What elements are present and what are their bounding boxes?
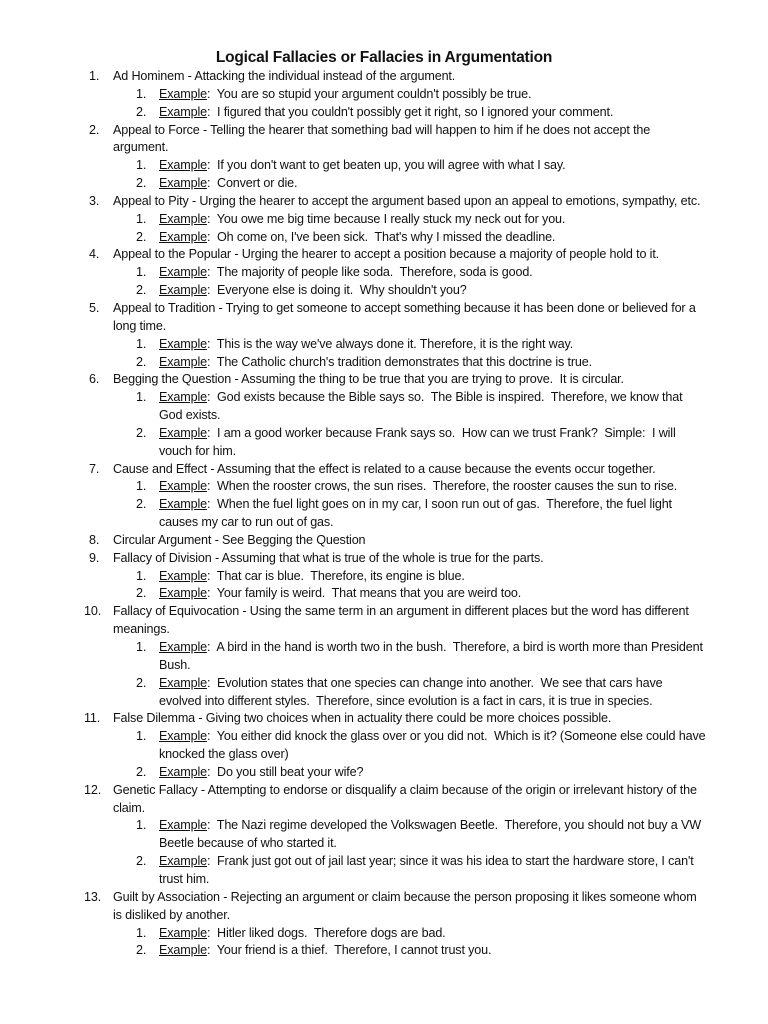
fallacy-description: Fallacy of Equivocation - Using the same term in an argument in different places but the word has different meanings.: [113, 604, 689, 637]
example-label: Example: [159, 586, 207, 601]
fallacy-number: 3.: [89, 193, 100, 208]
example-item: 1. Example: The majority of people like soda. Therefore, soda is good.: [0, 264, 768, 282]
example-text: This is the way we've always done it. Therefore, it is the right way.: [216, 336, 574, 351]
fallacy-item: [0, 550, 768, 568]
fallacy-description: Cause and Effect - Assuming that the effect is related to a cause because the events occur together.: [113, 461, 656, 476]
example-label: Example: [159, 283, 207, 298]
example-text: God exists because the Bible says so. The Bible is inspired. Therefore, we know that God exists.: [159, 390, 683, 423]
fallacy-description: Fallacy of Division - Assuming that what is true of the whole is true for the parts.: [113, 550, 544, 565]
fallacy-number: 6.: [89, 372, 100, 387]
example-text: Convert or die.: [217, 176, 298, 191]
example-label: Example: [159, 497, 207, 512]
fallacy-item: [0, 603, 768, 639]
example-number: 2.: [136, 943, 147, 958]
example-item: 2. Example: Your family is weird. That means that you are weird too.: [0, 585, 768, 603]
example-number: 1.: [136, 925, 147, 940]
example-item: 1. Example: This is the way we've always done it. Therefore, it is the right way.: [0, 336, 768, 354]
example-label: Example: [159, 229, 207, 244]
example-number: 2.: [136, 354, 147, 369]
example-item: 1. Example: Hitler liked dogs. Therefore dogs are bad.: [0, 925, 768, 943]
fallacy-number: 5.: [89, 300, 100, 315]
example-label: Example: [159, 729, 207, 744]
example-label: Example: [159, 86, 207, 101]
example-text: That car is blue. Therefore, its engine is blue.: [216, 568, 465, 583]
fallacy-description: Ad Hominem - Attacking the individual instead of the argument.: [113, 69, 456, 83]
example-text: Your friend is a thief. Therefore, I cannot trust you.: [216, 943, 492, 958]
fallacy-number: 4.: [89, 247, 100, 262]
example-number: 2.: [136, 854, 147, 869]
example-number: 1.: [136, 729, 147, 744]
fallacy-item: [0, 122, 768, 158]
example-item: 2. Example: The Catholic church's tradition demonstrates that this doctrine is true.: [0, 354, 768, 372]
example-item: 1. Example: When the rooster crows, the sun rises. Therefore, the rooster causes the sun to rise.: [0, 478, 768, 496]
fallacy-description: Begging the Question - Assuming the thing to be true that you are trying to prove. It is circular.: [113, 372, 624, 387]
example-label: Example: [159, 425, 207, 440]
example-text: The Nazi regime developed the Volkswagen Beetle. Therefore, you should not buy a VW Beetle because of who started it.: [159, 818, 701, 851]
example-text: Hitler liked dogs. Therefore dogs are bad.: [217, 925, 446, 940]
example-item: 2. Example: Your friend is a thief. Therefore, I cannot trust you.: [0, 942, 768, 960]
example-label: Example: [159, 764, 207, 779]
fallacy-item: [0, 193, 768, 211]
example-label: Example: [159, 211, 207, 226]
example-item: 2. Example: When the fuel light goes on in my car, I soon run out of gas. Therefore, the fuel light causes my car to run out of gas.: [136, 497, 672, 530]
fallacy-list: [0, 68, 768, 960]
example-number: 1.: [136, 265, 147, 280]
example-item: 1. Example: God exists because the Bible says so. The Bible is inspired. Therefore, we know that God exists.: [136, 390, 683, 423]
fallacy-item: [0, 532, 768, 550]
example-label: Example: [159, 336, 207, 351]
example-number: 1.: [136, 818, 147, 833]
example-text: If you don't want to get beaten up, you will agree with what I say.: [217, 158, 566, 173]
example-item: 1. Example: You are so stupid your argument couldn't possibly be true.: [0, 86, 768, 104]
example-label: Example: [159, 354, 207, 369]
example-number: 1.: [136, 479, 147, 494]
example-text: You either did knock the glass over or you did not. Which is it? (Someone else could have knocked the glass over): [159, 729, 706, 762]
example-item: 2. Example: Do you still beat your wife?: [0, 764, 768, 782]
example-label: Example: [159, 943, 207, 958]
example-number: 2.: [136, 176, 147, 191]
example-text: Oh come on, I've been sick. That's why I missed the deadline.: [217, 229, 556, 244]
example-label: Example: [159, 925, 207, 940]
example-text: Evolution states that one species can change into another. We see that cars have evolved into different styles. Therefore, since evolution is a fact in cars, it is true in species.: [159, 675, 663, 708]
fallacy-number: 7.: [89, 461, 100, 476]
fallacy-item: [0, 710, 768, 728]
fallacy-description: Circular Argument - See Begging the Question: [113, 532, 366, 547]
example-number: 2.: [136, 497, 147, 512]
page-title: Logical Fallacies or Fallacies in Argumentation: [215, 49, 553, 66]
example-number: 2.: [136, 586, 147, 601]
fallacy-item: [0, 782, 768, 818]
fallacy-description: Genetic Fallacy - Attempting to endorse or disqualify a claim because of the origin or irrelevant history of the claim.: [113, 782, 697, 815]
fallacy-number: 2.: [89, 122, 100, 137]
example-item: 2. Example: I am a good worker because Frank says so. How can we trust Frank? Simple: I will vouch for him.: [136, 425, 676, 458]
example-item: 2. Example: Convert or die.: [0, 175, 768, 193]
example-label: Example: [159, 158, 207, 173]
example-item: 2. Example: I figured that you couldn't possibly get it right, so I ignored your comment.: [0, 104, 768, 122]
example-number: 1.: [136, 211, 147, 226]
example-label: Example: [159, 818, 207, 833]
example-text: I figured that you couldn't possibly get it right, so I ignored your comment.: [217, 104, 614, 119]
example-label: Example: [159, 640, 207, 654]
example-text: You are so stupid your argument couldn't possibly be true.: [216, 86, 532, 101]
example-text: You owe me big time because I really stuck my neck out for you.: [216, 211, 566, 226]
example-label: Example: [159, 265, 207, 280]
example-text: The Catholic church's tradition demonstrates that this doctrine is true.: [216, 354, 592, 369]
fallacy-item: [0, 461, 768, 479]
fallacy-number: 1.: [89, 69, 100, 83]
example-label: Example: [159, 479, 207, 494]
example-label: Example: [159, 675, 207, 690]
example-text: A bird in the hand is worth two in the bush. Therefore, a bird is worth more than President Bush.: [159, 640, 703, 672]
example-label: Example: [159, 176, 207, 191]
example-text: Frank just got out of jail last year; since it was his idea to start the hardware store, I can't trust him.: [159, 854, 694, 886]
example-text: Your family is weird. That means that you are weird too.: [216, 586, 522, 601]
example-number: 1.: [136, 158, 147, 173]
example-item: 2. Example: Evolution states that one species can change into another. We see that cars have evolved into different styles. Therefore, since evolution is a fact in cars, it is true in species.: [136, 675, 663, 708]
fallacy-number: 10.: [84, 604, 102, 619]
fallacy-number: 8.: [89, 532, 100, 547]
example-item: 1. Example: That car is blue. Therefore, its engine is blue.: [0, 568, 768, 586]
example-item: 1. Example: You either did knock the glass over or you did not. Which is it? (Someone else could have knocked the glass over): [136, 729, 706, 762]
example-item: 1. Example: You owe me big time because I really stuck my neck out for you.: [0, 211, 768, 229]
fallacy-item: [0, 246, 768, 264]
example-item: 1. Example: The Nazi regime developed the Volkswagen Beetle. Therefore, you should not buy a VW Beetle because of who started it.: [136, 818, 701, 851]
example-label: Example: [159, 568, 207, 583]
fallacy-item: [0, 300, 768, 336]
example-text: I am a good worker because Frank says so. How can we trust Frank? Simple: I will vouch for him.: [159, 425, 676, 458]
example-item: 2. Example: Everyone else is doing it. Why shouldn't you?: [0, 282, 768, 300]
example-label: Example: [159, 854, 207, 869]
fallacy-description: Appeal to the Popular - Urging the hearer to accept a position because a majority of people hold to it.: [113, 247, 660, 262]
example-number: 2.: [136, 425, 147, 440]
fallacy-description: False Dilemma - Giving two choices when in actuality there could be more choices possible.: [113, 711, 612, 726]
example-item: 2. Example: Frank just got out of jail last year; since it was his idea to start the hardware store, I can't trust him.: [136, 854, 694, 886]
fallacy-description: Guilt by Association - Rejecting an argument or claim because the person proposing it likes someone whom is disliked by another.: [113, 889, 697, 922]
example-text: When the fuel light goes on in my car, I soon run out of gas. Therefore, the fuel light causes my car to run out of gas.: [159, 497, 672, 530]
example-number: 1.: [136, 86, 147, 101]
example-text: The majority of people like soda. Therefore, soda is good.: [216, 265, 533, 280]
example-text: Everyone else is doing it. Why shouldn't you?: [217, 283, 467, 298]
example-text: Do you still beat your wife?: [217, 764, 364, 779]
example-number: 1.: [136, 640, 147, 654]
example-number: 1.: [136, 568, 147, 583]
fallacy-number: 9.: [89, 550, 100, 565]
example-number: 2.: [136, 675, 147, 690]
fallacy-item: [0, 68, 768, 86]
example-number: 1.: [136, 390, 147, 405]
example-item: 1. Example: If you don't want to get beaten up, you will agree with what I say.: [0, 157, 768, 175]
example-item: 2. Example: Oh come on, I've been sick. That's why I missed the deadline.: [0, 229, 768, 247]
example-item: 1. Example: A bird in the hand is worth two in the bush. Therefore, a bird is worth more than President Bush.: [136, 640, 703, 672]
fallacy-description: Appeal to Tradition - Trying to get someone to accept something because it has been done or believed for a long time.: [113, 300, 696, 333]
fallacy-item: [0, 889, 768, 925]
example-number: 2.: [136, 283, 147, 298]
example-label: Example: [159, 390, 207, 405]
example-text: When the rooster crows, the sun rises. Therefore, the rooster causes the sun to rise.: [217, 479, 678, 494]
fallacy-item: [0, 371, 768, 389]
fallacy-number: 11.: [84, 711, 101, 726]
example-number: 1.: [136, 336, 147, 351]
fallacy-number: 12.: [84, 782, 102, 797]
example-number: 2.: [136, 229, 147, 244]
fallacy-description: Appeal to Force - Telling the hearer that something bad will happen to him if he does not accept the argument.: [113, 122, 651, 155]
example-number: 2.: [136, 104, 147, 119]
fallacy-number: 13.: [84, 889, 102, 904]
example-number: 2.: [136, 764, 147, 779]
fallacy-description: Appeal to Pity - Urging the hearer to accept the argument based upon an appeal to emotions, sympathy, etc.: [113, 193, 701, 208]
example-label: Example: [159, 104, 207, 119]
